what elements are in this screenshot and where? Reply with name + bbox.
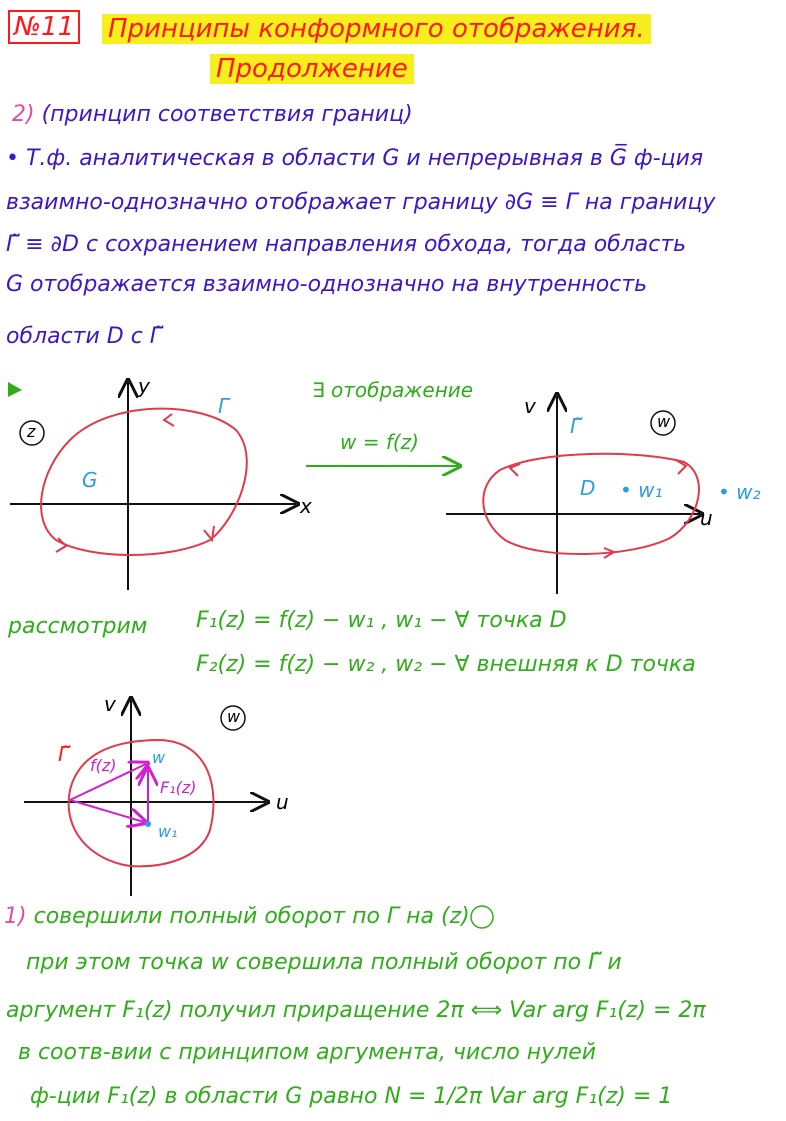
point-w2-label: • w₂ [718,480,761,504]
w-badge-2: w [227,707,241,726]
section1-number: 1) [4,904,27,929]
gamma-label: Γ [218,394,230,418]
section2-line-4: G отображается взаимно-однозначно на внутренность [6,272,648,297]
lecture-number: №11 [8,12,80,42]
page-title: Принципы конформного отображения. [102,14,651,44]
section2-line-3: Γ̃ ≡ ∂D с сохранением направления обхода, тогда область [6,232,687,257]
vector-F1-label: F₁(z) [160,778,197,797]
section1-line-2: при этом точка w совершила полный оборот по Γ̃ и [26,950,622,975]
gamma-tilde-label: Γ̃ [570,414,582,438]
w-badge: w [657,412,671,431]
point-w1-label: • w₁ [620,478,663,502]
z-plane-diagram [8,382,296,590]
section1-line-5: ф-ции F₁(z) в области G равно N = 1/2π Var arg F₁(z) = 1 [30,1084,673,1109]
u-axis-label: u [700,506,713,530]
section1-heading: совершили полный оборот по Γ на (z) [33,904,470,929]
contour-arrow-top [164,414,174,426]
consider-line-1: F₁(z) = f(z) − w₁ , w₁ − ∀ точка D [196,608,567,633]
v-axis-label: v [524,394,536,418]
z-badge: z [27,422,36,441]
mapping-caption: ∃ отображение [312,378,474,402]
section2-line-2: взаимно-однозначно отображает границу ∂G ≡ Γ на границу [6,190,716,215]
section1-line-4: в соотв-вии с принципом аргумента, число нулей [18,1040,597,1065]
point-w-label: w [152,748,166,767]
region-d-label: D [580,476,596,500]
section2-line-5: области D с Γ̃ [6,324,163,349]
section2-line-1: • Т.ф. аналитическая в области G и непрерывная в G̅ ф-ция [6,146,704,171]
contour-arrow-right [204,526,214,540]
point-w1-dot [145,821,151,827]
contour-gamma [41,409,247,555]
u-axis-label-2: u [276,790,289,814]
page-subtitle: Продолжение [210,54,414,84]
v-axis-label-2: v [104,692,116,716]
vector-diagram [24,700,266,896]
consider-lead: рассмотрим [8,614,148,639]
vector-w1 [70,800,144,822]
x-axis-label: x [300,494,312,518]
region-g-label: G [82,468,98,492]
z-badge-circle-2 [471,906,493,928]
green-bullet-icon [8,382,22,397]
mapping-formula: w = f(z) [340,430,419,454]
section2-number: 2) [12,102,35,127]
y-axis-label: y [138,374,150,398]
section2-title: (принцип соответствия границ) [41,102,413,127]
section1-line-1 [4,904,470,929]
gamma-tilde-label-2: Γ̃ [58,742,70,766]
contour-gamma-tilde [483,454,699,554]
point-w1-label-2: w₁ [158,822,178,841]
section1-line-3: аргумент F₁(z) получил приращение 2π ⟺ Var arg F₁(z) = 2π [6,998,706,1023]
consider-line-2: F₂(z) = f(z) − w₂ , w₂ − ∀ внешняя к D точка [196,652,696,677]
vector-f-label: f(z) [90,756,117,775]
